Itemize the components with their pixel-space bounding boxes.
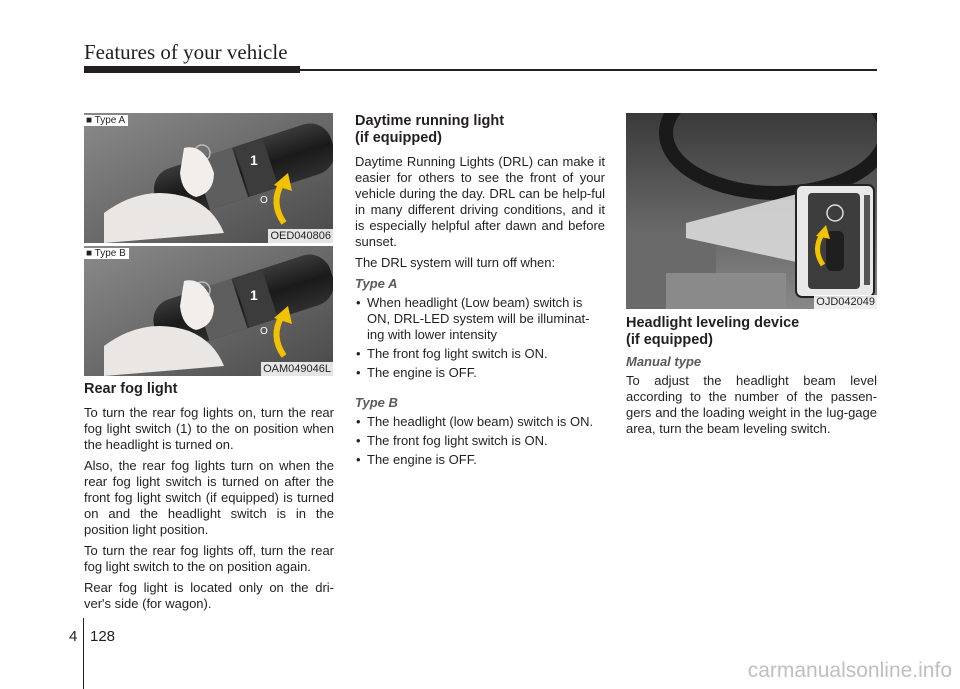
figure-type-a — [84, 113, 333, 243]
leveling-heading-line2: (if equipped) — [626, 332, 713, 348]
figure-code-a: OED040806 — [270, 230, 331, 242]
drl-intro: Daytime Running Lights (DRL) can make it easier for others to see the front of your vehicle during the day. DRL can be help-ful in many different driving conditions, and it is especially helpful after dawn and before sunset. — [355, 154, 605, 249]
leveling-heading-line1: Headlight leveling device — [626, 315, 800, 331]
figure-headlight-leveling — [626, 113, 877, 309]
stalk-illustration-b — [84, 246, 333, 376]
list-item: • The headlight (low beam) switch is ON. — [355, 414, 605, 430]
leveling-manual-type: Manual type — [626, 354, 702, 369]
list-item: • The front fog light switch is ON. — [355, 346, 605, 362]
rear-fog-paragraph: To turn the rear fog lights off, turn the rear fog light switch to the on position again. — [84, 543, 334, 574]
header-rule-thin — [300, 69, 877, 71]
figure-type-b — [84, 246, 333, 376]
stalk-illustration-a — [84, 113, 333, 243]
page-header-title: Features of your vehicle — [84, 40, 288, 64]
header-rule-thick — [84, 66, 300, 73]
drl-type-b-list — [355, 414, 605, 468]
type-a-label: ■ Type A — [84, 115, 128, 126]
rear-fog-paragraph: Also, the rear fog lights turn on when the rear fog light switch is turned on after the front fog light switch (if equipped) is turned on and the headlight switch is in the position light position. — [84, 458, 334, 537]
figure-code-c: OJD042049 — [816, 296, 875, 308]
leveling-text: To adjust the headlight beam level according to the number of the passen-gers and the loading weight in the lug-gage area, turn the beam leveling switch. — [626, 373, 877, 436]
svg-text:O: O — [260, 195, 268, 206]
drl-heading-line2: (if equipped) — [355, 130, 442, 146]
rear-fog-paragraph: To turn the rear fog lights on, turn the rear fog light switch (1) to the on position when the headlight is turned on. — [84, 405, 334, 452]
watermark: carmanualsonline.info — [747, 659, 952, 682]
footer-rule — [83, 618, 84, 689]
svg-text:O: O — [260, 326, 268, 337]
svg-text:1: 1 — [250, 287, 258, 303]
list-item: • The engine is OFF. — [355, 452, 605, 468]
list-item: • When headlight (Low beam) switch is ON, DRL-LED system will be illuminat-ing with lower intensity — [355, 295, 605, 343]
chapter-number: 4 — [69, 628, 78, 645]
rear-fog-section — [84, 381, 334, 617]
drl-section — [355, 113, 605, 471]
dashboard-illustration — [626, 113, 877, 309]
leveling-heading — [626, 315, 877, 349]
drl-heading — [355, 113, 605, 147]
rear-fog-paragraph: Rear fog light is located only on the dri-ver's side (for wagon). — [84, 580, 334, 611]
drl-type-a-list — [355, 295, 605, 381]
page-number: 128 — [90, 628, 116, 645]
drl-type-b-label: Type B — [355, 395, 398, 410]
list-item: • The engine is OFF. — [355, 365, 605, 381]
drl-heading-line1: Daytime running light — [355, 113, 505, 129]
drl-off-when: The DRL system will turn off when: — [355, 255, 556, 270]
rear-fog-heading: Rear fog light — [84, 381, 178, 397]
drl-type-a-label: Type A — [355, 276, 398, 291]
list-item: • The front fog light switch is ON. — [355, 433, 605, 449]
type-b-label: ■ Type B — [84, 248, 129, 259]
figure-code-b: OAM049046L — [263, 363, 331, 375]
svg-text:1: 1 — [250, 152, 258, 168]
leveling-section — [626, 315, 877, 442]
